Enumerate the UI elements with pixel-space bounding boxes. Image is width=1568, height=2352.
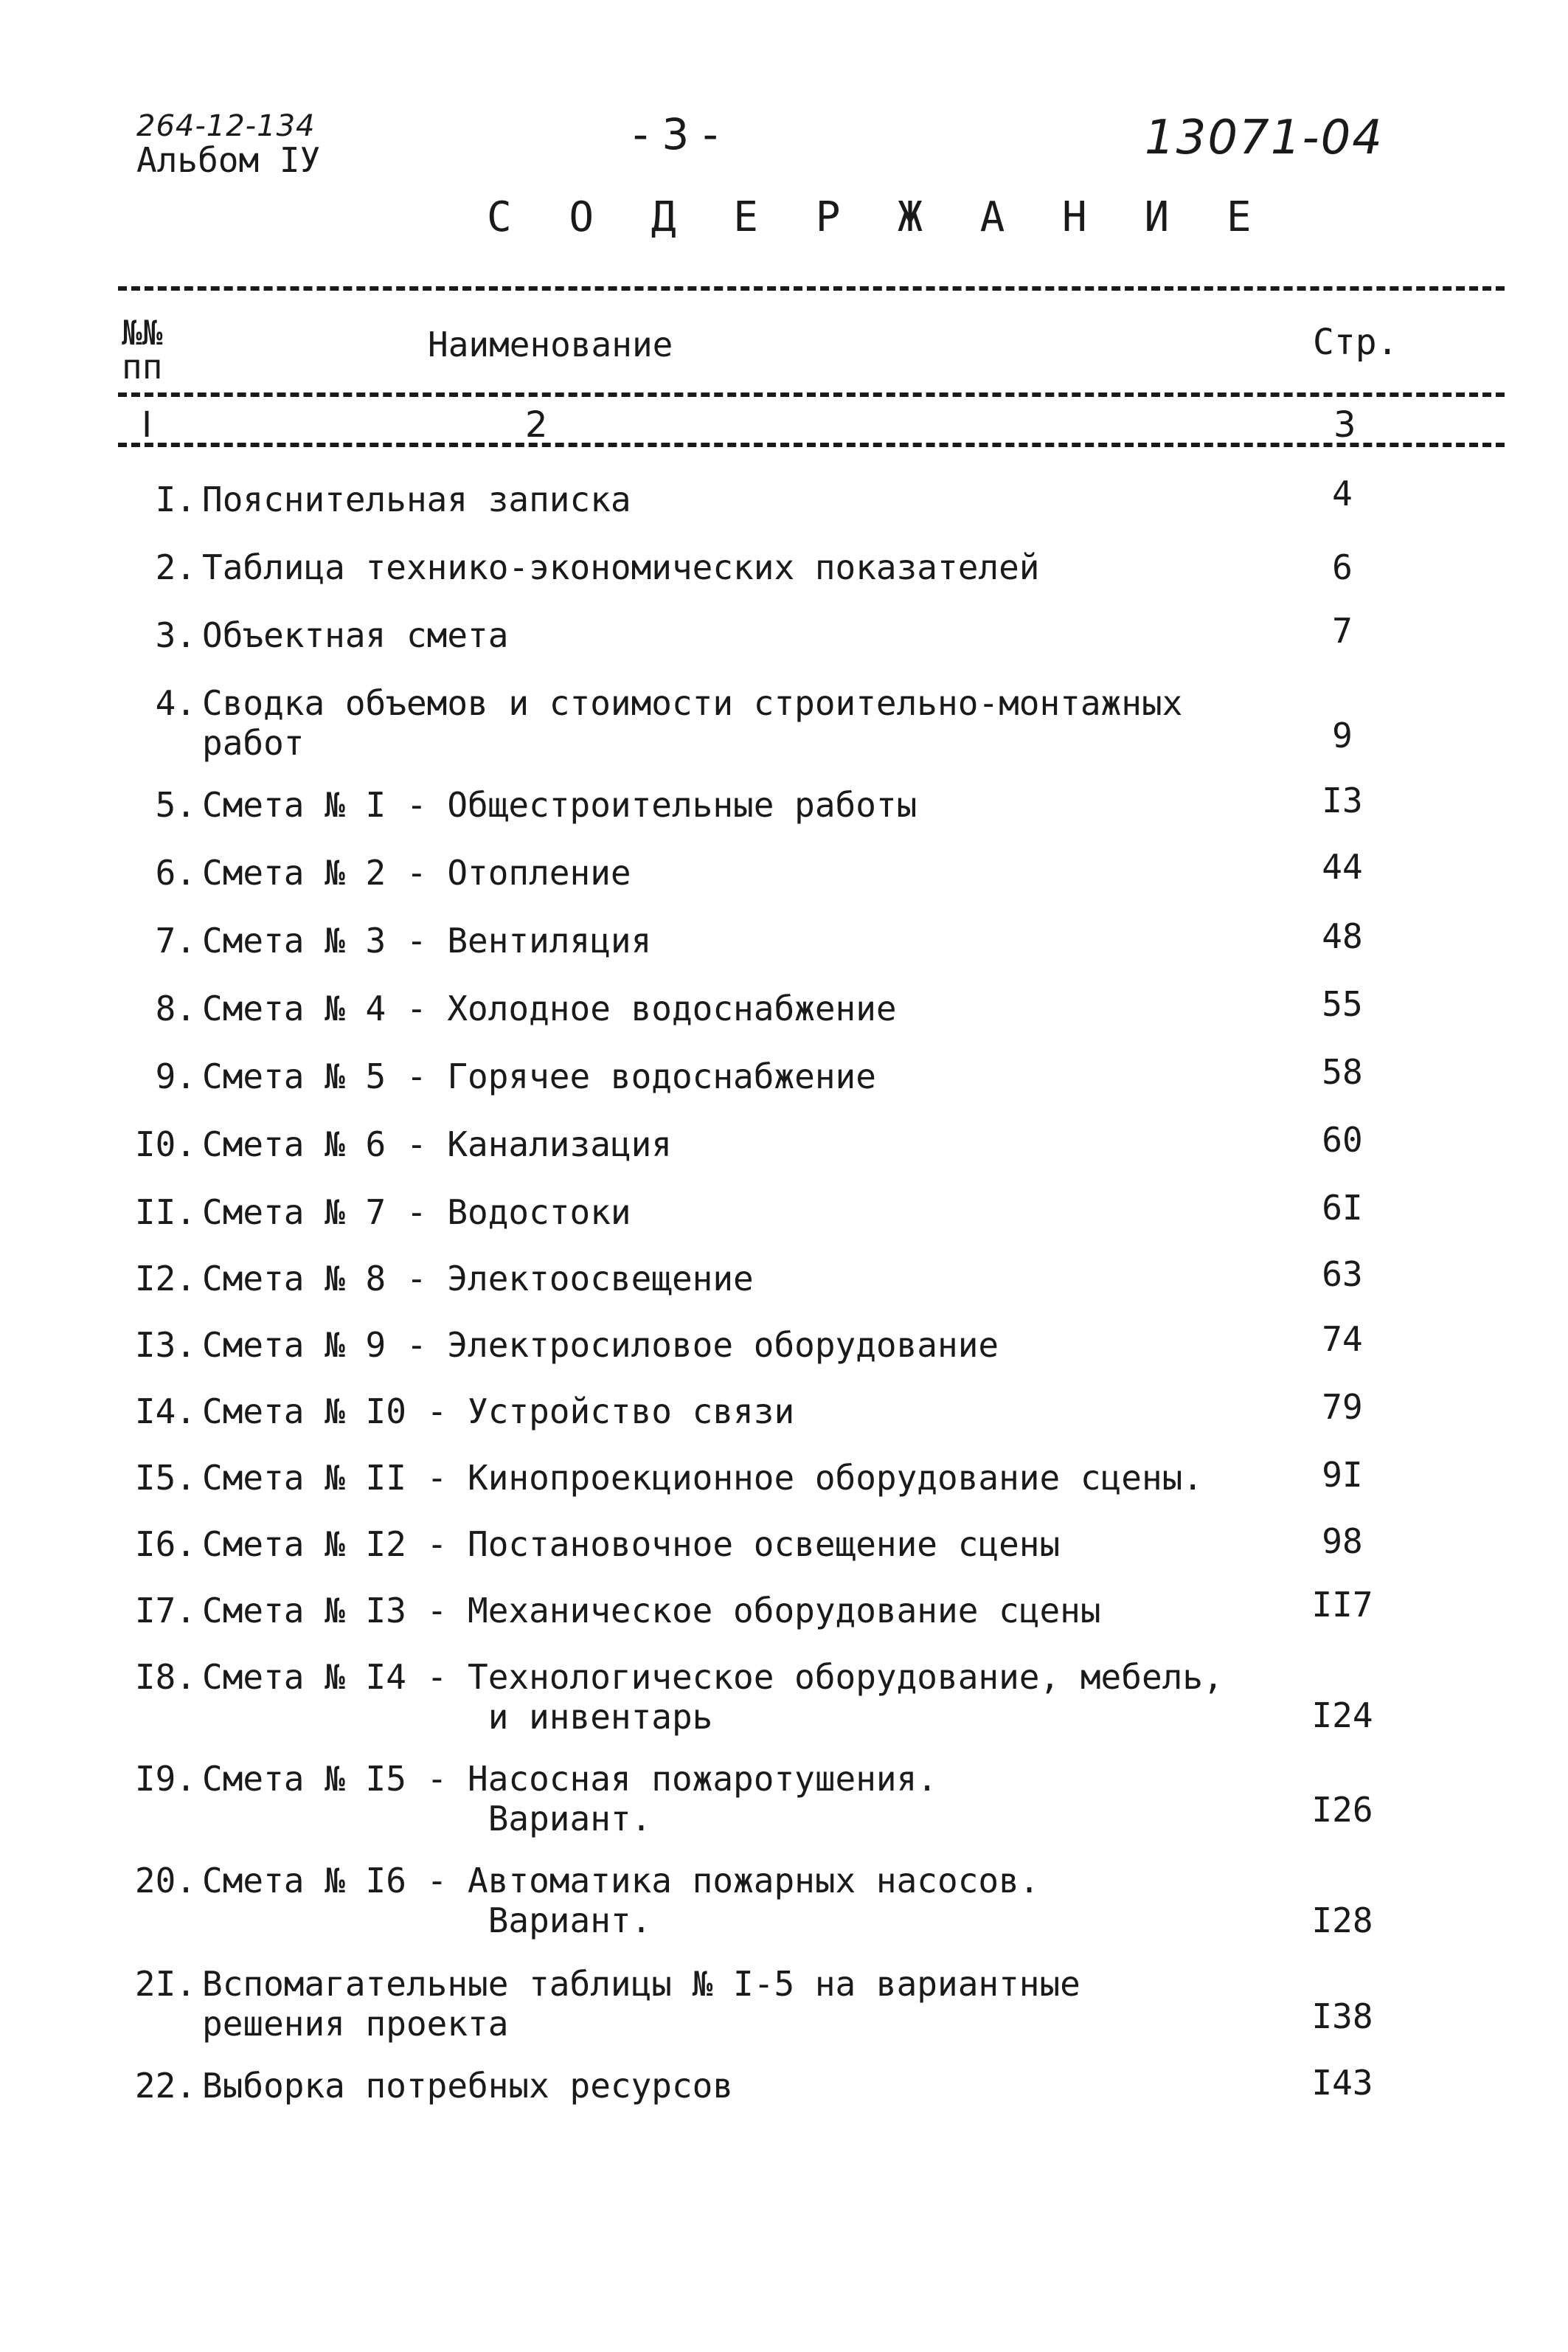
- row-name: Смета № 7 - Водостоки: [202, 1192, 631, 1232]
- row-number: 6.: [155, 853, 196, 893]
- table-header-rule: [118, 392, 1505, 397]
- row-number: 9.: [155, 1056, 196, 1096]
- row-name: Смета № 6 - Канализация: [202, 1124, 672, 1164]
- row-number: 22.: [134, 2066, 196, 2106]
- row-page: I24: [1311, 1695, 1373, 1735]
- row-page: I28: [1311, 1900, 1373, 1940]
- row-name: Смета № I5 - Насосная пожаротушения. Вариант.: [202, 1759, 937, 1839]
- row-page: 6: [1332, 547, 1353, 587]
- row-number: I3.: [134, 1325, 196, 1365]
- row-name: Смета № I6 - Автоматика пожарных насосов. Вариант.: [202, 1861, 1040, 1940]
- album-label: Альбом IУ: [136, 140, 321, 180]
- row-number: 2.: [155, 547, 196, 587]
- row-number: I4.: [134, 1391, 196, 1431]
- contents-title: С О Д Е Р Ж А Н И Е: [487, 193, 1268, 241]
- row-page: I43: [1311, 2063, 1373, 2103]
- row-name: Сводка объемов и стоимости строительно-монтажных работ: [202, 683, 1183, 763]
- row-page: 4: [1332, 474, 1353, 513]
- row-page: 48: [1322, 916, 1363, 956]
- row-number: 5.: [155, 785, 196, 825]
- column-header-page: Стр.: [1313, 322, 1398, 363]
- column-header-number: №№ пп: [122, 313, 163, 387]
- table-numbering-rule: [118, 443, 1505, 447]
- row-name: Смета № I - Общестроительные работы: [202, 785, 917, 825]
- column-header-name: Наименование: [428, 325, 673, 364]
- row-name: Смета № II - Кинопроекционное оборудование сцены.: [202, 1458, 1204, 1498]
- row-page: I3: [1322, 781, 1363, 820]
- column-number-2: 2: [525, 404, 548, 446]
- row-page: I26: [1311, 1790, 1373, 1830]
- document-code: 264-12-134: [136, 109, 316, 143]
- table-top-rule: [118, 286, 1505, 291]
- row-number: 8.: [155, 989, 196, 1028]
- row-page: 63: [1322, 1254, 1363, 1294]
- row-name: Смета № 3 - Вентиляция: [202, 921, 652, 961]
- row-name: Смета № 8 - Электоосвещение: [202, 1259, 754, 1298]
- row-name: Таблица технико-экономических показателей: [202, 547, 1040, 587]
- row-number: 2I.: [134, 1964, 196, 2004]
- row-name: Смета № 2 - Отопление: [202, 853, 631, 893]
- column-number-3: 3: [1333, 404, 1356, 446]
- row-page: 74: [1322, 1319, 1363, 1359]
- row-page: I38: [1311, 1996, 1373, 2036]
- document-number: 13071-04: [1144, 111, 1384, 165]
- row-page: 60: [1322, 1120, 1363, 1160]
- row-number: 20.: [134, 1861, 196, 1900]
- row-name: Смета № 5 - Горячее водоснабжение: [202, 1056, 876, 1096]
- row-number: I8.: [134, 1657, 196, 1697]
- row-number: II.: [134, 1192, 196, 1232]
- row-page: 98: [1322, 1521, 1363, 1561]
- row-number: I.: [155, 480, 196, 519]
- row-page: 79: [1322, 1387, 1363, 1427]
- row-page: 9I: [1322, 1455, 1363, 1495]
- row-name: Смета № I4 - Технологическое оборудование, мебель, и инвентарь: [202, 1657, 1224, 1737]
- row-number: 4.: [155, 683, 196, 723]
- row-number: I0.: [134, 1124, 196, 1164]
- row-name: Выборка потребных ресурсов: [202, 2066, 734, 2106]
- row-name: Объектная смета: [202, 615, 509, 655]
- row-name: Пояснительная записка: [202, 480, 631, 519]
- row-page: 7: [1332, 611, 1353, 651]
- row-page: 6I: [1322, 1188, 1363, 1228]
- row-page: II7: [1311, 1585, 1373, 1625]
- row-number: 3.: [155, 615, 196, 655]
- row-page: 9: [1332, 716, 1353, 755]
- row-number: I5.: [134, 1458, 196, 1498]
- row-number: I2.: [134, 1259, 196, 1298]
- row-number: I6.: [134, 1524, 196, 1564]
- row-name: Смета № 9 - Электросиловое оборудование: [202, 1325, 999, 1365]
- row-number: 7.: [155, 921, 196, 961]
- row-number: I9.: [134, 1759, 196, 1799]
- row-name: Вспомагательные таблицы № I-5 на вариантные решения проекта: [202, 1964, 1080, 2044]
- row-name: Смета № I3 - Механическое оборудование сцены: [202, 1591, 1101, 1630]
- row-name: Смета № I2 - Постановочное освещение сцены: [202, 1524, 1061, 1564]
- column-number-1: I: [142, 404, 153, 446]
- row-name: Смета № 4 - Холодное водоснабжение: [202, 989, 897, 1028]
- row-number: I7.: [134, 1591, 196, 1630]
- row-page: 55: [1322, 984, 1363, 1024]
- row-name: Смета № I0 - Устройство связи: [202, 1391, 795, 1431]
- page-number: - 3 -: [633, 109, 718, 159]
- row-page: 44: [1322, 847, 1363, 887]
- row-page: 58: [1322, 1052, 1363, 1092]
